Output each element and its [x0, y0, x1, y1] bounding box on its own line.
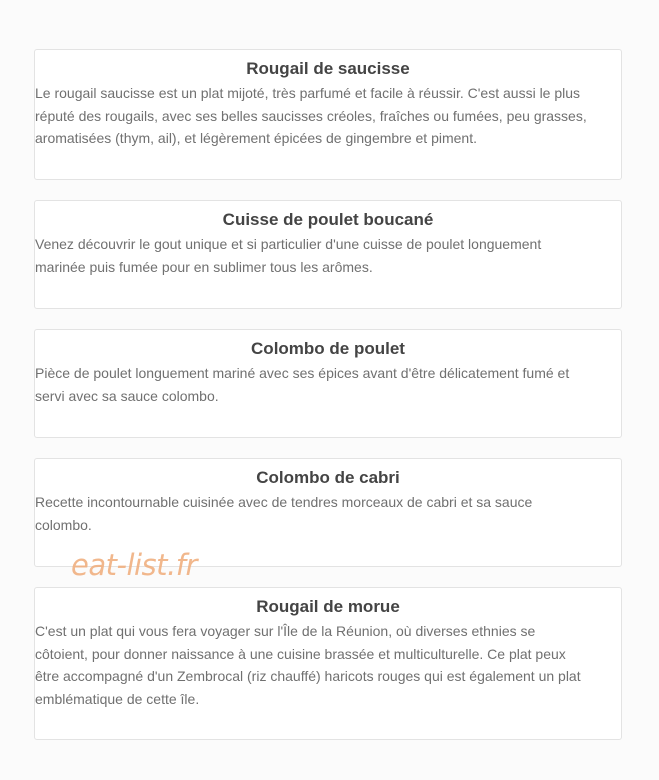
recipe-description: Le rougail saucisse est un plat mijoté, très parfumé et facile à réussir. C'est aussi le plus réputé des rougails, avec ses belles saucisses créoles, fraîches ou fumées, peu grasses, aromatisées (thym, ail), et légèrement épicées de gingembre et piment.	[35, 85, 587, 146]
recipe-description: Venez découvrir le gout unique et si particulier d'une cuisse de poulet longuement marinée puis fumée pour en sublimer tous les arômes.	[35, 236, 542, 275]
recipe-description: C'est un plat qui vous fera voyager sur l'Île de la Réunion, où diverses ethnies se côtoient, pour donner naissance à une cuisine brassée et multiculturelle. Ce plat peux être accompagné d'un Zembrocal (riz chauffé) haricots rouges qui est également un plat emblématique de cette île.	[35, 623, 581, 707]
recipe-card-colombo-poulet	[34, 329, 622, 438]
recipe-title: Cuisse de poulet boucané	[222, 210, 434, 229]
recipe-title: Rougail de morue	[256, 597, 400, 616]
recipe-card-rougail-morue	[34, 587, 622, 740]
recipe-title: Rougail de saucisse	[246, 59, 410, 78]
recipe-description: Pièce de poulet longuement mariné avec ses épices avant d'être délicatement fumé et servi avec sa sauce colombo.	[35, 365, 570, 404]
recipe-description: Recette incontournable cuisinée avec de tendres morceaux de cabri et sa sauce colombo.	[35, 494, 533, 533]
recipe-card-cuisse-poulet-boucane	[34, 200, 622, 309]
site-watermark: eat-list.fr	[71, 548, 197, 582]
recipe-title: Colombo de cabri	[256, 468, 400, 487]
recipe-title: Colombo de poulet	[251, 339, 405, 358]
recipe-card-rougail-saucisse	[34, 49, 622, 180]
